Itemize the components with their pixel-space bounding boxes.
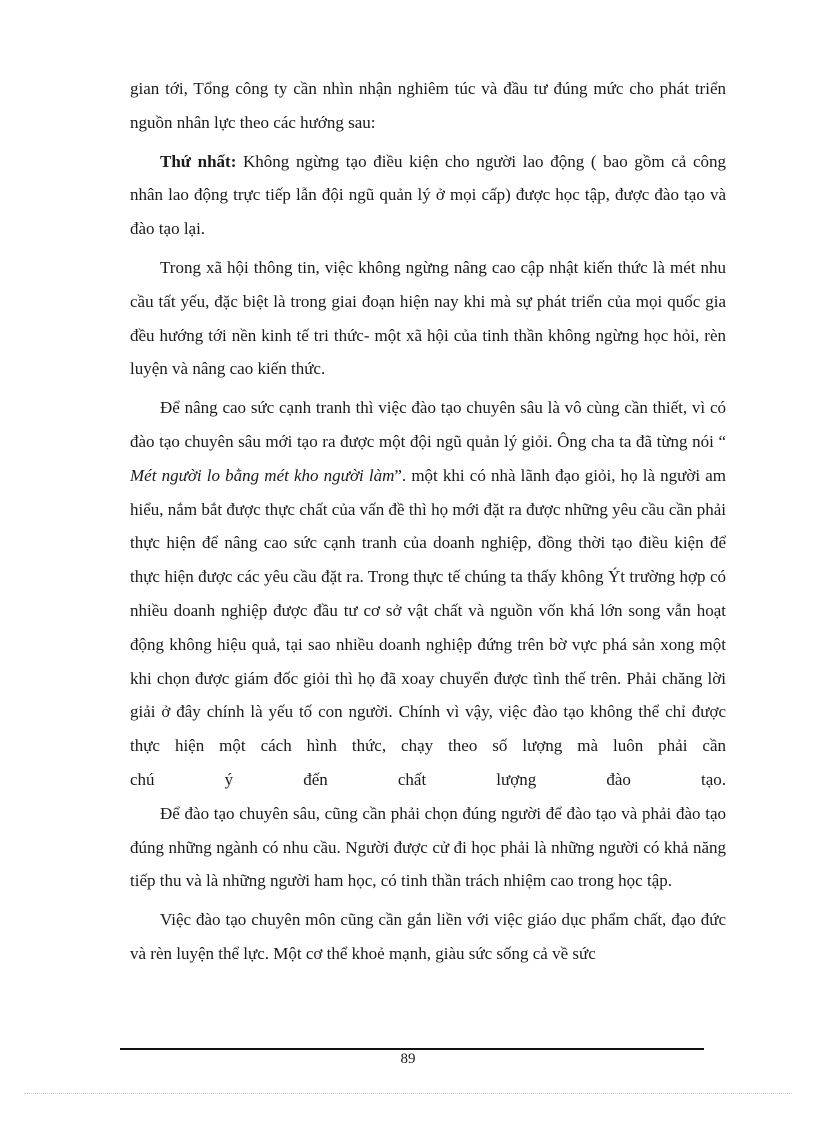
paragraph-first-point	[130, 145, 726, 246]
paragraph-competitiveness-last-line: chú ý đến chất lượng đào tạo.	[130, 769, 726, 789]
first-point-text: Không ngừng tạo điều kiện cho người lao động ( bao gồm cả công nhân lao động trực tiếp lẫn đội ngũ quản lý ở mọi cấp) được học tập, được đào tạo và đào tạo lại.	[130, 151, 726, 239]
paragraph-information-society: Trong xã hội thông tin, việc không ngừng nâng cao cập nhật kiến thức là mét nhu cầu tất yếu, đặc biệt là trong giai đoạn hiện nay khi mà sự phát triển của mọi quốc gia đều hướng tới nền kinh tế tri thức- một xã hội của tinh thần không ngừng học hỏi, rèn luyện và nâng cao kiến thức.	[130, 257, 726, 379]
body-text	[130, 72, 726, 976]
proverb-quote: Mét người lo bằng mét kho người làm	[130, 465, 395, 485]
competitiveness-text-after: ”. một khi có nhà lãnh đạo giỏi, họ là người am hiểu, nắm bắt được thực chất của vấn đề thì họ mới đặt ra được những yêu cầu cần phải thực hiện để nâng cao sức cạnh tranh của doanh nghiệp, đồng thời tạo điều kiện để thực hiện được các yêu cầu đặt ra. Trong thực tế chúng ta thấy không Ýt trường hợp có nhiều doanh nghiệp được đầu tư cơ sở vật chất và nguồn vốn khá lớn song vẫn hoạt động không hiệu quả, tại sao nhiều doanh nghiệp đứng trên bờ vực phá sản xong một khi chọn được giám đốc giỏi thì họ đã xoay chuyển được tình thế trên. Phải chăng lời giải ở đây chính là yếu tố con người. Chính vì vậy, việc đào tạo không thể chỉ được thực hiện một cách hình thức, chạy theo số lượng mà luôn phải cần	[130, 465, 726, 756]
paragraph-moral-education: Việc đào tạo chuyên môn cũng cần gắn liền với việc giáo dục phẩm chất, đạo đức và rèn luyện thể lực. Một cơ thể khoẻ mạnh, giàu sức sống cả về sức	[130, 910, 726, 963]
first-point-label: Thứ nhất:	[160, 151, 237, 171]
paragraph-specialized-training: Để đào tạo chuyên sâu, cũng cần phải chọn đúng người để đào tạo và phải đào tạo đúng những ngành có nhu cầu. Người được cử đi học phải là những người có khả năng tiếp thu và là những người ham học, có tinh thần trách nhiệm cao trong học tập.	[130, 803, 726, 891]
footer-divider	[120, 1048, 704, 1050]
page-number: 89	[400, 1051, 416, 1067]
page-bottom-dotted-edge	[24, 1093, 792, 1094]
competitiveness-text-before: Để nâng cao sức cạnh tranh thì việc đào tạo chuyên sâu là vô cùng cần thiết, vì có đào tạo chuyên sâu mới tạo ra được một đội ngũ quản lý giỏi. Ông cha ta đã từng nói “	[130, 398, 726, 451]
paragraph-continuation: gian tới, Tổng công ty cần nhìn nhận nghiêm túc và đầu tư đúng mức cho phát triển nguồn nhân lực theo các hướng sau:	[130, 79, 726, 132]
paragraph-competitiveness	[130, 391, 726, 763]
